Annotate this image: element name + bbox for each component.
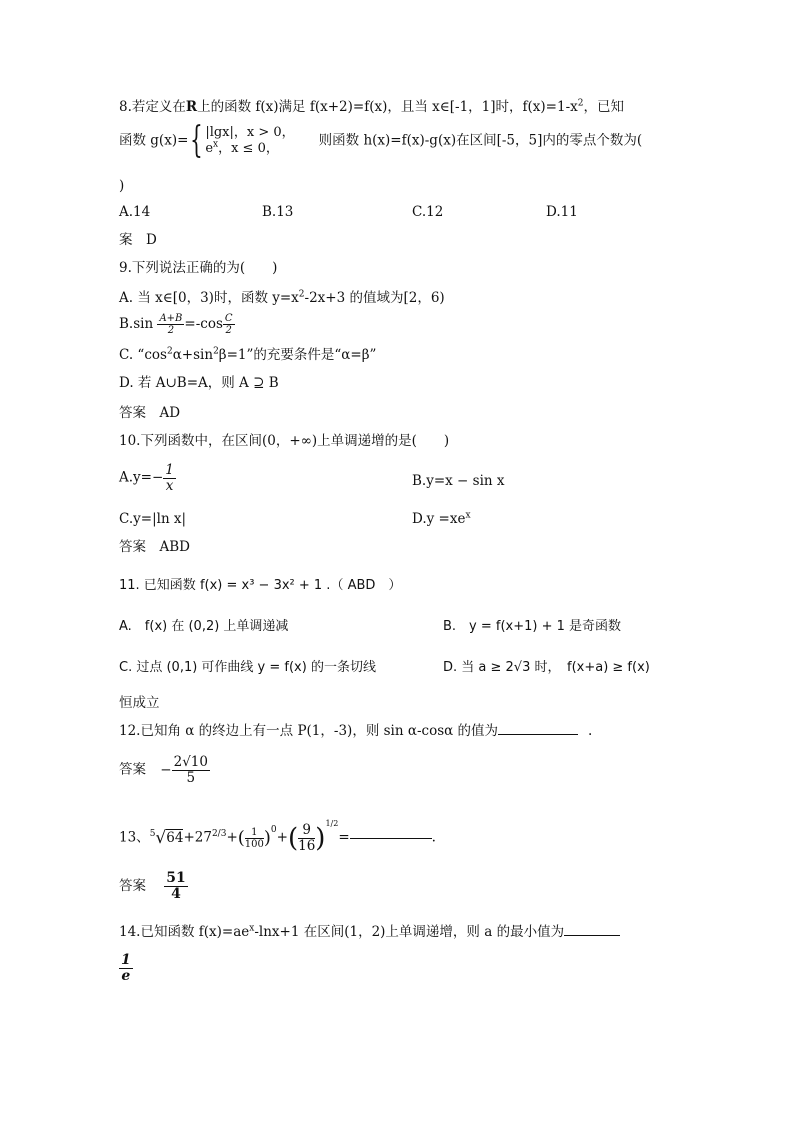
q8-text: 函数 g(x)= — [119, 132, 189, 149]
case-1: |lgx|，x > 0， — [205, 125, 295, 140]
answer-blank — [498, 734, 578, 735]
fraction — [157, 313, 184, 336]
q8-text: ，已知 — [583, 99, 624, 115]
radicand: 64 — [166, 829, 184, 846]
q9-c-text: C. “cos — [119, 347, 167, 363]
q10-option-c: C.y=|ln x| — [119, 511, 187, 527]
frac-num: 51 — [166, 870, 186, 886]
q9-b-text: =-cos — [184, 315, 223, 332]
fraction — [119, 953, 133, 985]
q8-option-c: C.12 — [412, 204, 444, 220]
q12-period: . — [588, 723, 593, 739]
q14-exp: x — [249, 923, 255, 934]
q8-text: 则函数 h(x)=f(x)-g(x)在区间[-5，5]内的零点个数为( — [318, 132, 643, 149]
q8-text: 8.若定义在 — [119, 99, 186, 115]
q9-a-exp: 2 — [298, 289, 305, 300]
frac-den: 2 — [225, 325, 232, 336]
paren-open-icon: ( — [237, 827, 245, 849]
q11-option-b: B. y = f(x+1) + 1 是奇函数 — [443, 619, 622, 634]
frac-den: x — [165, 477, 174, 494]
q13-exp: 2/3 — [211, 828, 227, 839]
frac-den: e — [121, 968, 131, 985]
q9-option-c — [119, 346, 377, 363]
frac-num: 1 — [245, 827, 264, 839]
q13-period: . — [431, 829, 436, 846]
q12-stem — [119, 725, 592, 739]
frac-num: C — [224, 313, 233, 324]
frac-den: 100 — [244, 838, 264, 850]
root-index: 5 — [149, 828, 156, 839]
q10-a-text: A.y=− — [119, 469, 164, 486]
q9-option-b — [119, 313, 235, 336]
q12-answer — [119, 755, 210, 786]
fraction — [298, 823, 315, 854]
q9-c-exp: 2 — [213, 346, 219, 357]
q13-term: +27 — [183, 829, 212, 846]
q11-tail: 恒成立 — [119, 695, 160, 711]
q8-option-d: D.11 — [546, 204, 578, 220]
fraction — [245, 827, 264, 850]
q13-exp: 1/2 — [325, 818, 339, 828]
q10-stem: 10.下列函数中，在区间(0，+∞)上单调递增的是( ) — [119, 433, 450, 449]
frac-den: 5 — [186, 769, 196, 786]
piecewise-cases — [205, 125, 294, 158]
answer-blank — [564, 935, 620, 936]
frac-den: 16 — [298, 837, 316, 854]
minus-sign: − — [160, 761, 172, 778]
q9-option-a — [119, 289, 445, 306]
q10-d-text: D.y =xe — [412, 511, 466, 527]
fraction — [164, 871, 187, 903]
radical-icon: √ — [155, 827, 167, 848]
frac-den: 4 — [171, 886, 181, 903]
q10-answer: 答案 ABD — [119, 539, 190, 555]
q9-stem: 9.下列说法正确的为( ) — [119, 260, 278, 276]
q9-c-text: α+sin — [172, 347, 214, 363]
frac-den: 2 — [167, 325, 175, 336]
frac-num: 2√10 — [173, 754, 208, 770]
case-2-exp: x — [213, 139, 219, 150]
q8-text: 上的函数 f(x)满足 f(x+2)=f(x)，且当 x∈[-1，1]时，f(x)=1-x — [197, 99, 578, 115]
frac-num: A+B — [159, 313, 183, 324]
q13-stem: 13、$^5√64+27^{2/3}+$( $\frac{1}{100}$ )$^0$+( $\frac{9}{16}$ )$^{1/2}$= . — [119, 818, 436, 854]
q8-line3: ) — [119, 178, 125, 194]
q10-d-exp: x — [465, 510, 471, 521]
q14-stem — [119, 923, 620, 940]
q9-answer: 答案 AD — [119, 405, 181, 421]
frac-num: 9 — [298, 823, 315, 839]
answer-blank — [350, 838, 432, 839]
q8-exp: 2 — [577, 98, 584, 109]
frac-num: 1 — [121, 952, 131, 968]
q13-label: 13、 — [119, 829, 150, 846]
fraction — [172, 755, 210, 786]
frac-num: 1 — [165, 462, 174, 478]
q8-R: R — [185, 99, 198, 115]
q12-text: 12.已知角 α 的终边上有一点 P(1，-3)，则 sin α-cosα 的值为 — [119, 723, 499, 739]
case-2-rest: ，x ≤ 0， — [218, 141, 279, 157]
q9-b-text: B.sin — [119, 315, 154, 332]
q13-answer — [119, 871, 188, 903]
q14-text: 14.已知函数 f(x)=ae — [119, 924, 250, 940]
q9-c-exp: 2 — [166, 346, 173, 357]
paren-close-icon: ) — [263, 827, 271, 849]
q11-option-c: C. 过点 (0,1) 可作曲线 y = f(x) 的一条切线 — [119, 660, 376, 675]
q8-line1 — [119, 98, 624, 115]
q10-option-b: B.y=x − sin x — [412, 473, 505, 489]
q11-option-d: D. 当 a ≥ 2√3 时， f(x+a) ≥ f(x) — [443, 660, 650, 675]
q8-option-a: A.14 — [119, 204, 151, 220]
answer-label: 答案 — [119, 878, 146, 895]
q9-a-text: A. 当 x∈[0，3)时，函数 y=x — [119, 290, 299, 306]
q9-c-text: β=1”的充要条件是“α=β” — [218, 347, 377, 363]
q10-option-d — [412, 510, 471, 527]
brace-icon: { — [190, 119, 204, 161]
q13-exp: 0 — [270, 824, 277, 835]
fraction — [223, 313, 235, 336]
q8-answer: 案 D — [119, 232, 157, 248]
answer-label: 答案 — [119, 761, 146, 778]
case-2-base: e — [205, 141, 214, 157]
q10-option-a — [119, 463, 176, 494]
q14-answer — [119, 953, 133, 985]
q14-text: -lnx+1 在区间(1，2)上单调递增，则 a 的最小值为 — [254, 924, 565, 940]
q9-option-d: D. 若 A∪B=A，则 A ⊇ B — [119, 375, 279, 391]
q8-line2 — [119, 119, 643, 161]
paren-open-icon: ( — [287, 823, 299, 854]
q8-option-b: B.13 — [262, 204, 294, 220]
q9-a-text: -2x+3 的值域为[2，6) — [304, 290, 445, 306]
paren-close-icon: ) — [315, 823, 326, 854]
q11-stem: 11. 已知函数 f(x) = x³ − 3x² + 1 .（ ABD ） — [119, 578, 402, 593]
q11-option-a: A. f(x) 在 (0,2) 上单调递减 — [119, 619, 289, 634]
fraction — [163, 463, 176, 494]
